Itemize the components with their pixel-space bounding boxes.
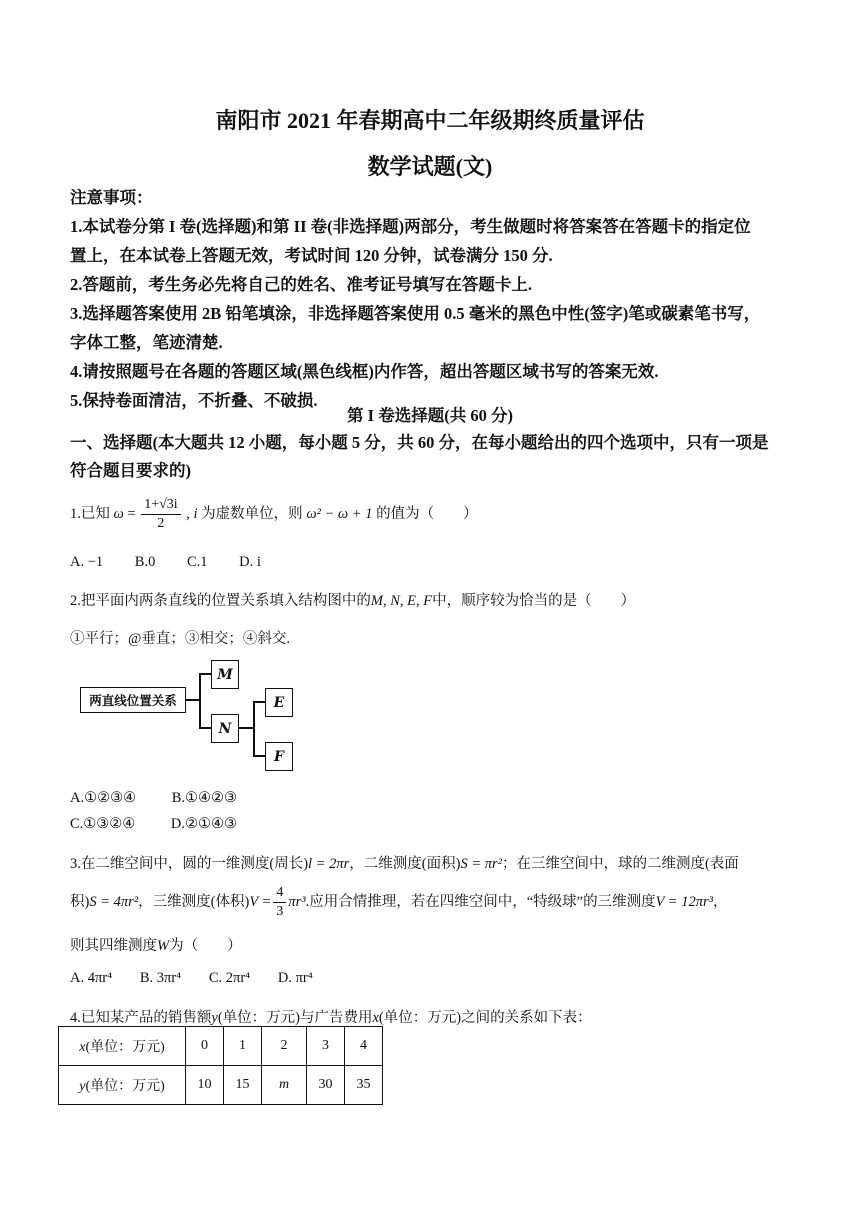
table-cell: 15 (224, 1066, 262, 1105)
diagram-connector (253, 701, 255, 756)
table-row-header (59, 1027, 186, 1066)
section-instructions: 符合题目要求的) (70, 461, 191, 480)
table-row-header (59, 1066, 186, 1105)
q2-stem: 2.把平面内两条直线的位置关系填入结构图中的 (70, 593, 371, 609)
q1-options (70, 554, 295, 571)
q3-line-2 (70, 884, 727, 921)
q3-formula-v2: V = 12πr³ (655, 893, 713, 910)
table-var: y (79, 1079, 86, 1094)
notice-line: 5.保持卷面清洁，不折叠、不破损. (70, 391, 318, 410)
q3-text: ， (712, 893, 728, 910)
diagram-box-n: N (211, 714, 239, 743)
table-cell: 30 (307, 1066, 345, 1105)
q1-option-b[interactable]: B.0 (134, 554, 156, 570)
table-unit: (单位：万元) (85, 1079, 165, 1094)
diagram-connector (185, 699, 200, 701)
q1-prefix: 1.已知 (70, 505, 110, 522)
table-cell: 2 (262, 1027, 307, 1066)
q1-eq: = (127, 505, 136, 522)
q3-text: ；在三维空间中，球的二维测度(表面 (501, 856, 739, 872)
q4-var-x: x (372, 1010, 379, 1026)
q3-text: 3.在二维空间中，圆的一维测度(周长) (70, 856, 309, 872)
question-4 (70, 1006, 592, 1027)
q2-options-row1 (70, 790, 271, 807)
section-instructions: 一、选择题(本大题共 12 小题，每小题 5 分，共 60 分，在每小题给出的四个选项中，只有一项是 (70, 433, 769, 452)
q3-fraction (273, 884, 286, 921)
table-row (59, 1066, 383, 1105)
q1-expression: ω² − ω + 1 (306, 505, 373, 522)
diagram-box-e: E (265, 688, 293, 717)
diagram-connector (239, 727, 254, 729)
q1-frac-num: 1+√3i (141, 496, 180, 515)
q4-var-y: y (211, 1010, 218, 1026)
notice-line: 3.选择题答案使用 2B 铅笔填涂，非选择题答案使用 0.5 毫米的黑色中性(签字)笔或碳素笔书写， (70, 304, 761, 323)
q2-stem-end: 中，顺序较为恰当的是（ ） (432, 593, 636, 609)
table-row (59, 1027, 383, 1066)
table-unit: (单位：万元) (85, 1040, 165, 1055)
q2-option-d[interactable]: D.②①④③ (170, 816, 238, 832)
q3-formula-v-lhs: V = (249, 893, 272, 910)
q2-options-row2 (70, 816, 271, 833)
q3-option-d[interactable]: D. πr⁴ (277, 970, 313, 986)
q3-formula-w: W (157, 938, 170, 954)
q3-frac-den: 3 (276, 904, 284, 919)
diagram-box-f: F (265, 742, 293, 771)
table-cell: 1 (224, 1027, 262, 1066)
q2-option-b[interactable]: B.①④②③ (171, 790, 238, 806)
q1-option-a[interactable]: A. −1 (70, 554, 104, 570)
q4-text: (单位：万元)之间的关系如下表： (378, 1010, 592, 1026)
diagram-connector (253, 701, 265, 703)
q3-text: 则其四维测度 (70, 938, 157, 954)
q3-text: .应用合情推理，若在四维空间中，“特级球”的三维测度 (305, 893, 656, 910)
q4-text: 4.已知某产品的销售额 (70, 1010, 212, 1026)
q3-options (70, 970, 347, 987)
q3-frac-num: 4 (273, 884, 286, 903)
q2-vars: M, N, E, F (370, 593, 433, 609)
diagram-connector (253, 755, 265, 757)
notice-heading: 注意事项： (70, 188, 153, 207)
question-2 (70, 589, 635, 610)
exam-title: 南阳市 2021 年春期高中二年级期终质量评估 (215, 108, 645, 133)
diagram-box-m: M (211, 660, 239, 689)
q1-fraction (141, 496, 180, 533)
exam-subtitle: 数学试题(文) (367, 154, 493, 179)
question-1 (70, 496, 478, 533)
q3-text: 为（ ） (169, 938, 242, 954)
q3-text: ，三维测度(体积) (138, 893, 250, 910)
q3-formula-s1: S = πr² (460, 856, 502, 872)
q1-suffix: 的值为（ ） (376, 505, 478, 522)
table-cell: 10 (186, 1066, 224, 1105)
diagram-connector (199, 673, 211, 675)
q3-option-c[interactable]: C. 2πr⁴ (208, 970, 251, 986)
q1-i: , i (186, 505, 198, 522)
q1-frac-den: 2 (157, 516, 165, 531)
q1-option-d[interactable]: D. i (239, 554, 261, 570)
notice-line: 置上，在本试卷上答题无效，考试时间 120 分钟，试卷满分 150 分. (70, 246, 553, 265)
q4-text: (单位：万元)与广告费用 (217, 1010, 373, 1026)
q3-formula-v-rhs: πr³ (288, 893, 306, 910)
notice-line: 4.请按照题号在各题的答题区域(黑色线框)内作答，超出答题区域书写的答案无效. (70, 362, 659, 381)
q3-text: ，二维测度(面积) (349, 856, 461, 872)
q3-formula-s2: S = 4πr² (89, 893, 139, 910)
q3-option-a[interactable]: A. 4πr⁴ (70, 970, 113, 986)
table-cell: 0 (186, 1027, 224, 1066)
diagram-root-box: 两直线位置关系 (80, 687, 186, 713)
q1-mid: 为虚数单位，则 (201, 505, 303, 522)
diagram-connector (199, 727, 211, 729)
q3-text: 积) (70, 893, 90, 910)
q3-line-3 (70, 934, 242, 955)
q1-omega: ω (113, 505, 124, 522)
table-cell: 4 (345, 1027, 383, 1066)
table-cell: 35 (345, 1066, 383, 1105)
notice-line: 2.答题前，考生务必先将自己的姓名、准考证号填写在答题卡上. (70, 275, 532, 294)
q2-given: ①平行；@垂直；③相交；④斜交. (70, 631, 290, 647)
q1-option-c[interactable]: C.1 (186, 554, 208, 570)
table-var: x (79, 1040, 86, 1055)
diagram-connector (199, 673, 201, 728)
notice-line: 字体工整，笔迹清楚. (70, 333, 223, 352)
table-cell: 3 (307, 1027, 345, 1066)
q3-option-b[interactable]: B. 3πr⁴ (139, 970, 182, 986)
q2-option-c[interactable]: C.①③②④ (70, 816, 136, 832)
data-table (58, 1026, 383, 1105)
q2-option-a[interactable]: A.①②③④ (70, 790, 137, 806)
table-cell: m (262, 1066, 307, 1105)
q3-line-1 (70, 852, 739, 873)
section-title: 第 I 卷选择题(共 60 分) (347, 406, 513, 425)
notice-line: 1.本试卷分第 I 卷(选择题)和第 II 卷(非选择题)两部分，考生做题时将答案答在答题卡的指定位 (70, 217, 751, 236)
q3-formula-l: l = 2πr (308, 856, 350, 872)
